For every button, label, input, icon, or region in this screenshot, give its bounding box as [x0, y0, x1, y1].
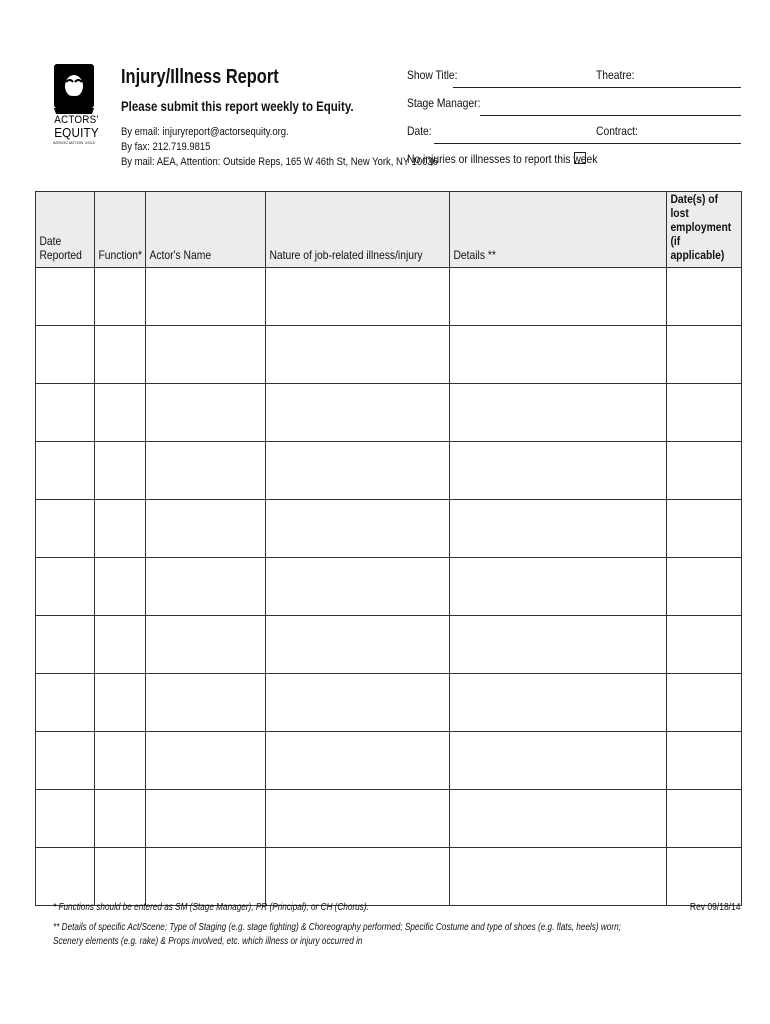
nature-cell[interactable]	[266, 384, 450, 442]
details-cell[interactable]	[450, 558, 667, 616]
lost-employment-cell[interactable]	[667, 326, 742, 384]
table-row	[36, 326, 742, 384]
actor-name-cell[interactable]	[146, 326, 266, 384]
injury-report-table	[35, 191, 742, 906]
function-cell[interactable]	[95, 790, 146, 848]
actor-name-cell[interactable]	[146, 558, 266, 616]
contract-label: Contract:	[596, 124, 638, 138]
table-row	[36, 616, 742, 674]
fax-contact: By fax: 212.719.9815	[121, 141, 211, 153]
header-function: Function*	[95, 192, 146, 268]
logo-equity-text: EQUITY	[54, 125, 99, 140]
nature-cell[interactable]	[266, 500, 450, 558]
date-reported-cell[interactable]	[36, 384, 95, 442]
date-label: Date:	[407, 124, 432, 138]
details-cell[interactable]	[450, 674, 667, 732]
details-cell[interactable]	[450, 732, 667, 790]
table-row	[36, 558, 742, 616]
table-row	[36, 732, 742, 790]
actor-name-cell[interactable]	[146, 674, 266, 732]
nature-cell[interactable]	[266, 268, 450, 326]
details-cell[interactable]	[450, 268, 667, 326]
actor-name-cell[interactable]	[146, 848, 266, 906]
function-cell[interactable]	[95, 616, 146, 674]
show-title-label: Show Title:	[407, 68, 458, 82]
date-reported-cell[interactable]	[36, 790, 95, 848]
details-footnote-line2: Scenery elements (e.g. rake) & Props involved, etc. which illness or injury occurred in	[53, 936, 363, 947]
table-row	[36, 384, 742, 442]
header-nature: Nature of job-related illness/injury	[266, 192, 450, 268]
header-lost-employment: Date(s) of lost employment (if applicable)	[667, 192, 742, 268]
actor-name-cell[interactable]	[146, 384, 266, 442]
page-title: Injury/Illness Report	[121, 66, 279, 88]
function-cell[interactable]	[95, 326, 146, 384]
actor-name-cell[interactable]	[146, 442, 266, 500]
actor-name-cell[interactable]	[146, 790, 266, 848]
stage-manager-field[interactable]	[480, 115, 741, 116]
nature-cell[interactable]	[266, 848, 450, 906]
nature-cell[interactable]	[266, 732, 450, 790]
lost-employment-cell[interactable]	[667, 384, 742, 442]
actor-name-cell[interactable]	[146, 500, 266, 558]
date-reported-cell[interactable]	[36, 616, 95, 674]
function-cell[interactable]	[95, 558, 146, 616]
nature-cell[interactable]	[266, 442, 450, 500]
logo-actors-text: ACTORS'	[54, 114, 99, 126]
revision-date: Rev 09/18/14	[689, 902, 740, 913]
date-reported-cell[interactable]	[36, 558, 95, 616]
submission-instruction: Please submit this report weekly to Equity.	[121, 99, 354, 114]
date-reported-cell[interactable]	[36, 848, 95, 906]
lost-employment-cell[interactable]	[667, 674, 742, 732]
date-reported-cell[interactable]	[36, 732, 95, 790]
date-reported-cell[interactable]	[36, 442, 95, 500]
email-contact: By email: injuryreport@actorsequity.org.	[121, 126, 289, 138]
no-injuries-checkbox[interactable]	[574, 152, 586, 164]
theatre-masks-icon	[52, 64, 96, 114]
actor-name-cell[interactable]	[146, 616, 266, 674]
show-title-field[interactable]	[453, 87, 741, 88]
table-row	[36, 500, 742, 558]
nature-cell[interactable]	[266, 674, 450, 732]
lost-employment-cell[interactable]	[667, 558, 742, 616]
details-cell[interactable]	[450, 848, 667, 906]
table-row	[36, 790, 742, 848]
header-actor-name: Actor's Name	[146, 192, 266, 268]
lost-employment-cell[interactable]	[667, 500, 742, 558]
date-reported-cell[interactable]	[36, 500, 95, 558]
mail-contact: By mail: AEA, Attention: Outside Reps, 165 W 46th St, New York, NY 10036	[121, 156, 438, 168]
function-cell[interactable]	[95, 268, 146, 326]
table-header-row	[36, 192, 742, 268]
details-footnote-line1: ** Details of specific Act/Scene; Type of Staging (e.g. stage fighting) & Choreography performed; Specific Costume and type of shoes (e.g. flats, heels) worn;	[53, 922, 621, 933]
lost-employment-cell[interactable]	[667, 616, 742, 674]
function-cell[interactable]	[95, 384, 146, 442]
lost-employment-cell[interactable]	[667, 848, 742, 906]
date-reported-cell[interactable]	[36, 326, 95, 384]
table-row	[36, 268, 742, 326]
details-cell[interactable]	[450, 790, 667, 848]
header-details: Details **	[450, 192, 667, 268]
lost-employment-cell[interactable]	[667, 732, 742, 790]
function-cell[interactable]	[95, 500, 146, 558]
functions-footnote: * Functions should be entered as SM (Stage Manager), PR (Principal), or CH (Chorus).	[53, 902, 369, 913]
details-cell[interactable]	[450, 616, 667, 674]
table-row	[36, 442, 742, 500]
lost-employment-cell[interactable]	[667, 442, 742, 500]
function-cell[interactable]	[95, 732, 146, 790]
actor-name-cell[interactable]	[146, 732, 266, 790]
actor-name-cell[interactable]	[146, 268, 266, 326]
date-contract-field[interactable]	[434, 143, 741, 144]
header-date-reported: Date Reported	[36, 192, 95, 268]
lost-employment-cell[interactable]	[667, 268, 742, 326]
details-cell[interactable]	[450, 326, 667, 384]
table-row	[36, 674, 742, 732]
actors-equity-logo	[52, 64, 99, 156]
nature-cell[interactable]	[266, 326, 450, 384]
table-row	[36, 848, 742, 906]
stage-manager-label: Stage Manager:	[407, 96, 481, 110]
details-cell[interactable]	[450, 384, 667, 442]
date-reported-cell[interactable]	[36, 268, 95, 326]
nature-cell[interactable]	[266, 790, 450, 848]
theatre-label: Theatre:	[596, 68, 635, 82]
details-cell[interactable]	[450, 500, 667, 558]
nature-cell[interactable]	[266, 616, 450, 674]
no-injuries-label: No injuries or illnesses to report this week	[407, 152, 598, 166]
nature-cell[interactable]	[266, 558, 450, 616]
function-cell[interactable]	[95, 848, 146, 906]
function-cell[interactable]	[95, 674, 146, 732]
details-cell[interactable]	[450, 442, 667, 500]
function-cell[interactable]	[95, 442, 146, 500]
lost-employment-cell[interactable]	[667, 790, 742, 848]
date-reported-cell[interactable]	[36, 674, 95, 732]
logo-association-text: ASSOCIATION 1913	[53, 140, 95, 145]
